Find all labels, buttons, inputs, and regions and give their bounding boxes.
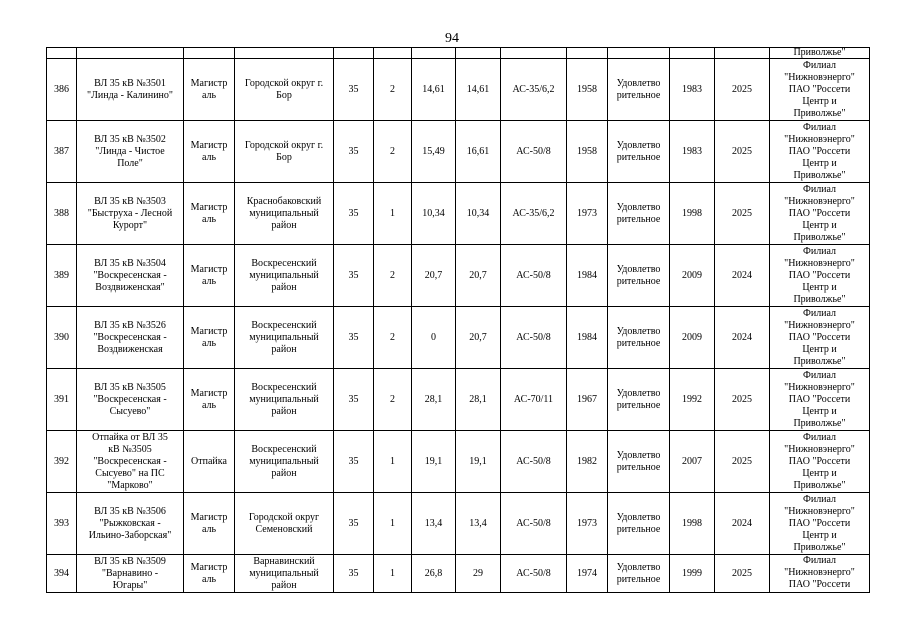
- cell-empty: [77, 48, 184, 59]
- cell-row-number: 387: [47, 121, 77, 183]
- table-row: [47, 183, 870, 245]
- cell-voltage: 35: [334, 493, 374, 555]
- cell-line-name: Отпайка от ВЛ 35 кВ №3505 "Воскресенская - Сысуево" на ПС "Марково": [77, 431, 184, 493]
- cell-circuits: 1: [374, 431, 412, 493]
- cell-empty: [670, 48, 715, 59]
- cell-row-number: 391: [47, 369, 77, 431]
- cell-year-3: 2024: [715, 307, 770, 369]
- cell-wire-brand: АС-50/8: [501, 121, 567, 183]
- cell-row-number: 394: [47, 555, 77, 593]
- cell-line-type: Магистр аль: [184, 555, 235, 593]
- cell-year-built: 1958: [567, 121, 608, 183]
- cell-area: Краснобаковский муниципальный район: [235, 183, 334, 245]
- table-row: [47, 369, 870, 431]
- table-row: [47, 245, 870, 307]
- cell-empty: [567, 48, 608, 59]
- cell-row-number: 386: [47, 59, 77, 121]
- cell-area: Городской округ г. Бор: [235, 121, 334, 183]
- table-row: [47, 431, 870, 493]
- cell-year-2: 1998: [670, 183, 715, 245]
- cell-owner-continued: Приволжье": [770, 48, 870, 59]
- cell-year-2: 2009: [670, 245, 715, 307]
- cell-length-2: 14,61: [456, 59, 501, 121]
- cell-line-name: ВЛ 35 кВ №3526 "Воскресенская - Воздвиженская: [77, 307, 184, 369]
- cell-length-1: 0: [412, 307, 456, 369]
- cell-owner: Филиал "Нижновэнерго" ПАО "Россети Центр и Приволжье": [770, 307, 870, 369]
- cell-voltage: 35: [334, 369, 374, 431]
- cell-line-name: ВЛ 35 кВ №3501 "Линда - Калинино": [77, 59, 184, 121]
- cell-row-number: 393: [47, 493, 77, 555]
- cell-year-3: 2024: [715, 493, 770, 555]
- cell-voltage: 35: [334, 431, 374, 493]
- cell-year-built: 1974: [567, 555, 608, 593]
- cell-condition: Удовлетво рительное: [608, 493, 670, 555]
- cell-length-2: 20,7: [456, 245, 501, 307]
- cell-area: Городской округ г. Бор: [235, 59, 334, 121]
- cell-line-type: Магистр аль: [184, 121, 235, 183]
- cell-area: Городской округ Семеновский: [235, 493, 334, 555]
- cell-line-type: Магистр аль: [184, 493, 235, 555]
- cell-year-2: 1999: [670, 555, 715, 593]
- table-row: [47, 307, 870, 369]
- cell-owner: Филиал "Нижновэнерго" ПАО "Россети Центр и Приволжье": [770, 59, 870, 121]
- cell-circuits: 2: [374, 245, 412, 307]
- cell-length-1: 14,61: [412, 59, 456, 121]
- cell-voltage: 35: [334, 183, 374, 245]
- cell-year-2: 2009: [670, 307, 715, 369]
- cell-area: Воскресенский муниципальный район: [235, 369, 334, 431]
- cell-circuits: 1: [374, 493, 412, 555]
- cell-row-number: 388: [47, 183, 77, 245]
- cell-empty: [715, 48, 770, 59]
- cell-voltage: 35: [334, 121, 374, 183]
- cell-condition: Удовлетво рительное: [608, 369, 670, 431]
- cell-area: Воскресенский муниципальный район: [235, 245, 334, 307]
- cell-voltage: 35: [334, 245, 374, 307]
- table-row: [47, 555, 870, 593]
- cell-wire-brand: АС-50/8: [501, 307, 567, 369]
- cell-year-3: 2025: [715, 369, 770, 431]
- cell-condition: Удовлетво рительное: [608, 183, 670, 245]
- cell-circuits: 2: [374, 121, 412, 183]
- cell-line-name: ВЛ 35 кВ №3503 "Быструха - Лесной Курорт": [77, 183, 184, 245]
- table-row: [47, 493, 870, 555]
- cell-condition: Удовлетво рительное: [608, 245, 670, 307]
- cell-wire-brand: АС-70/11: [501, 369, 567, 431]
- cell-year-built: 1958: [567, 59, 608, 121]
- cell-owner: Филиал "Нижновэнерго" ПАО "Россети Центр и Приволжье": [770, 245, 870, 307]
- cell-length-2: 16,61: [456, 121, 501, 183]
- cell-length-1: 28,1: [412, 369, 456, 431]
- cell-empty: [235, 48, 334, 59]
- cell-length-2: 28,1: [456, 369, 501, 431]
- cell-year-3: 2025: [715, 59, 770, 121]
- cell-year-2: 1998: [670, 493, 715, 555]
- cell-condition: Удовлетво рительное: [608, 555, 670, 593]
- cell-wire-brand: АС-50/8: [501, 431, 567, 493]
- power-lines-table: [46, 47, 870, 593]
- cell-empty: [374, 48, 412, 59]
- cell-length-2: 13,4: [456, 493, 501, 555]
- cell-year-3: 2025: [715, 555, 770, 593]
- cell-line-type: Магистр аль: [184, 307, 235, 369]
- cell-wire-brand: АС-50/8: [501, 555, 567, 593]
- cell-year-built: 1967: [567, 369, 608, 431]
- cell-empty: [47, 48, 77, 59]
- cell-owner: Филиал "Нижновэнерго" ПАО "Россети Центр и Приволжье": [770, 369, 870, 431]
- cell-length-1: 15,49: [412, 121, 456, 183]
- cell-condition: Удовлетво рительное: [608, 431, 670, 493]
- cell-line-type: Магистр аль: [184, 245, 235, 307]
- cell-circuits: 1: [374, 555, 412, 593]
- cell-length-2: 10,34: [456, 183, 501, 245]
- cell-area: Варнавинский муниципальный район: [235, 555, 334, 593]
- cell-circuits: 2: [374, 369, 412, 431]
- cell-year-built: 1982: [567, 431, 608, 493]
- cell-owner: Филиал "Нижновэнерго" ПАО "Россети Центр и Приволжье": [770, 121, 870, 183]
- cell-owner: Филиал "Нижновэнерго" ПАО "Россети: [770, 555, 870, 593]
- cell-row-number: 389: [47, 245, 77, 307]
- cell-year-built: 1984: [567, 245, 608, 307]
- cell-line-name: ВЛ 35 кВ №3505 "Воскресенская - Сысуево": [77, 369, 184, 431]
- cell-line-type: Магистр аль: [184, 183, 235, 245]
- cell-empty: [608, 48, 670, 59]
- cell-year-2: 1983: [670, 59, 715, 121]
- cell-row-number: 390: [47, 307, 77, 369]
- cell-length-1: 20,7: [412, 245, 456, 307]
- cell-condition: Удовлетво рительное: [608, 121, 670, 183]
- cell-year-built: 1984: [567, 307, 608, 369]
- cell-area: Воскресенский муниципальный район: [235, 307, 334, 369]
- cell-line-type: Магистр аль: [184, 369, 235, 431]
- cell-year-3: 2025: [715, 431, 770, 493]
- cell-empty: [456, 48, 501, 59]
- cell-wire-brand: АС-35/6,2: [501, 59, 567, 121]
- cell-year-2: 1983: [670, 121, 715, 183]
- cell-circuits: 2: [374, 59, 412, 121]
- cell-voltage: 35: [334, 307, 374, 369]
- cell-line-name: ВЛ 35 кВ №3509 "Варнавино - Югары": [77, 555, 184, 593]
- cell-line-type: Отпайка: [184, 431, 235, 493]
- cell-year-2: 1992: [670, 369, 715, 431]
- cell-line-name: ВЛ 35 кВ №3504 "Воскресенская - Воздвиженская": [77, 245, 184, 307]
- cell-year-3: 2024: [715, 245, 770, 307]
- cell-length-2: 29: [456, 555, 501, 593]
- cell-line-type: Магистр аль: [184, 59, 235, 121]
- cell-voltage: 35: [334, 59, 374, 121]
- page-number: 94: [445, 31, 459, 46]
- cell-length-1: 19,1: [412, 431, 456, 493]
- table-row: [47, 121, 870, 183]
- cell-year-2: 2007: [670, 431, 715, 493]
- cell-year-3: 2025: [715, 183, 770, 245]
- cell-length-1: 26,8: [412, 555, 456, 593]
- cell-year-built: 1973: [567, 493, 608, 555]
- cell-voltage: 35: [334, 555, 374, 593]
- table-row: [47, 59, 870, 121]
- cell-owner: Филиал "Нижновэнерго" ПАО "Россети Центр и Приволжье": [770, 493, 870, 555]
- cell-length-2: 20,7: [456, 307, 501, 369]
- cell-length-2: 19,1: [456, 431, 501, 493]
- cell-wire-brand: АС-50/8: [501, 493, 567, 555]
- continuation-row: [47, 48, 870, 59]
- cell-empty: [412, 48, 456, 59]
- cell-circuits: 2: [374, 307, 412, 369]
- cell-empty: [184, 48, 235, 59]
- cell-wire-brand: АС-50/8: [501, 245, 567, 307]
- cell-year-built: 1973: [567, 183, 608, 245]
- cell-wire-brand: АС-35/6,2: [501, 183, 567, 245]
- cell-owner: Филиал "Нижновэнерго" ПАО "Россети Центр и Приволжье": [770, 431, 870, 493]
- cell-owner: Филиал "Нижновэнерго" ПАО "Россети Центр и Приволжье": [770, 183, 870, 245]
- cell-line-name: ВЛ 35 кВ №3502 "Линда - Чистое Поле": [77, 121, 184, 183]
- cell-area: Воскресенский муниципальный район: [235, 431, 334, 493]
- cell-row-number: 392: [47, 431, 77, 493]
- cell-empty: [501, 48, 567, 59]
- cell-circuits: 1: [374, 183, 412, 245]
- cell-year-3: 2025: [715, 121, 770, 183]
- cell-length-1: 10,34: [412, 183, 456, 245]
- cell-length-1: 13,4: [412, 493, 456, 555]
- cell-line-name: ВЛ 35 кВ №3506 "Рыжковская - Ильино-Заборская": [77, 493, 184, 555]
- cell-empty: [334, 48, 374, 59]
- cell-condition: Удовлетво рительное: [608, 59, 670, 121]
- cell-condition: Удовлетво рительное: [608, 307, 670, 369]
